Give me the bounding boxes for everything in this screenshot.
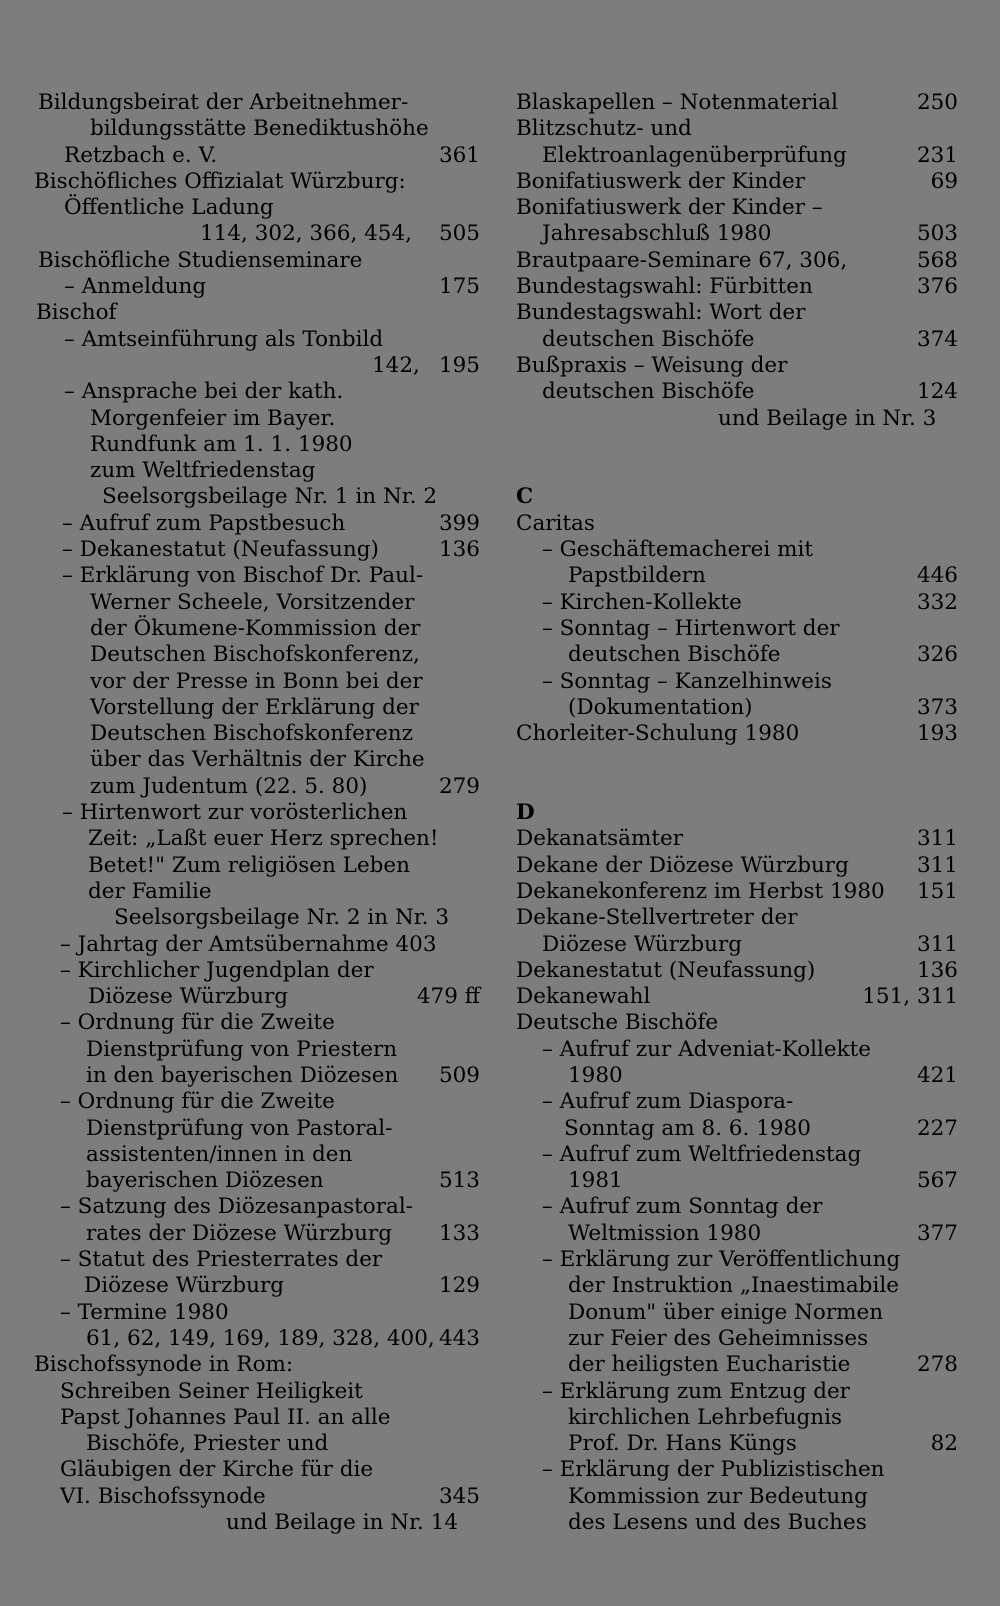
entry-page-number: 479 ff [416,984,480,1010]
entry-text: – Aufruf zum Weltfriedenstag [542,1141,862,1167]
entry-page-number: 136 [916,957,958,983]
entry-text: kirchlichen Lehrbefugnis [568,1404,843,1430]
entry-text: Bischöfe, Priester und [86,1431,329,1457]
index-entry [516,932,958,958]
index-entry [516,879,958,905]
index-entry [34,747,480,773]
index-entry [34,327,480,353]
entry-text: Deutschen Bischofskonferenz [90,721,413,747]
entry-text: assistenten/innen in den [86,1141,353,1167]
entry-text: VI. Bischofssynode [60,1483,266,1509]
index-entry [516,1221,958,1247]
index-entry [34,274,480,300]
index-entry [516,642,958,668]
index-entry [34,1037,480,1063]
index-entry [34,248,480,274]
entry-text: – Erklärung zur Veröffentlichung [542,1247,901,1273]
entry-text: Dekanatsämter [516,826,683,852]
entry-text: Bußpraxis – Weisung der [516,352,788,378]
entry-page-number: 377 [916,1220,958,1246]
index-entry [516,747,958,773]
entry-page-number: 513 [438,1168,480,1194]
index-entry [516,826,958,852]
entry-text: – Termine 1980 [60,1299,229,1325]
index-entry [34,1116,480,1142]
index-column-right [516,90,958,1536]
entry-text: Dekane-Stellvertreter der [516,905,798,931]
index-entry [516,1010,958,1036]
index-entry [34,300,480,326]
entry-text: 114, 302, 366, 454, [200,221,412,247]
entry-text: Retzbach e. V. [64,142,218,168]
entry-text: zur Feier des Geheimnisses [568,1325,869,1351]
entry-text: Bischof [36,300,117,326]
entry-text: Deutsche Bischöfe [516,1010,719,1036]
index-entry [516,143,958,169]
entry-text: des Lesens und des Buches [568,1510,867,1536]
entry-text: (Dokumentation) [568,694,753,720]
entry-text: – Erklärung der Publizistischen [542,1457,885,1483]
entry-text: 1980 [568,1062,623,1088]
entry-text: Dekanestatut (Neufassung) [516,957,816,983]
index-entry [516,379,958,405]
index-entry [516,327,958,353]
entry-text: Seelsorgsbeilage Nr. 2 in Nr. 3 [114,905,450,931]
index-entry [516,248,958,274]
entry-page-number: 311 [916,852,958,878]
entry-text: Donum" über einige Normen [568,1299,884,1325]
index-entry [34,1379,480,1405]
entry-page-number: 227 [916,1115,958,1141]
entry-text: Seelsorgsbeilage Nr. 1 in Nr. 2 [102,484,438,510]
index-entry [34,1010,480,1036]
entry-text: Diözese Würzburg [542,931,743,957]
entry-page-number: 193 [916,721,958,747]
index-entry [516,1037,958,1063]
entry-text: – Amtseinführung als Tonbild [64,326,384,352]
entry-page-number: 175 [438,274,480,300]
entry-text: Chorleiter-Schulung 1980 [516,721,800,747]
entry-text: der Ökumene-Kommission der [90,615,421,641]
entry-text: deutschen Bischöfe [542,326,755,352]
index-entry [34,616,480,642]
index-entry [34,1194,480,1220]
entry-text: – Anmeldung [64,274,207,300]
entry-page-number: 278 [916,1352,958,1378]
entry-text: der heiligsten Eucharistie [568,1352,851,1378]
index-entry [34,1063,480,1089]
index-entry [34,1326,480,1352]
entry-text: Bischöfliche Studienseminare [38,247,363,273]
entry-text: Bildungsbeirat der Arbeitnehmer- [38,90,409,115]
entry-text: bildungsstätte Benediktushöhe [90,116,429,142]
entry-text: – Kirchen-Kollekte [542,589,742,615]
entry-page-number: 421 [916,1062,958,1088]
index-entry [516,537,958,563]
index-entry [516,1089,958,1115]
entry-page-number: 136 [438,537,480,563]
entry-text: – Statut des Priesterrates der [60,1247,383,1273]
index-entry [516,116,958,142]
index-entry [34,1247,480,1273]
index-entry [34,800,480,826]
entry-text: – Kirchlicher Jugendplan der [60,957,374,983]
index-entry [516,274,958,300]
entry-text: Zeit: „Laßt euer Herz sprechen! [88,826,439,852]
entry-text: und Beilage in Nr. 3 [718,405,937,431]
entry-text: Diözese Würzburg [88,984,289,1010]
index-entry [516,1300,958,1326]
index-entry [516,1326,958,1352]
entry-text: Dienstprüfung von Pastoral- [86,1115,393,1141]
index-entry [34,853,480,879]
index-entry [34,1484,480,1510]
entry-text: – Ansprache bei der kath. [64,379,344,405]
index-entry [516,616,958,642]
entry-text: 1981 [568,1168,623,1194]
entry-page-number: 376 [916,274,958,300]
index-entry [34,1405,480,1431]
entry-text: Papst Johannes Paul II. an alle [60,1404,391,1430]
entry-text: Prof. Dr. Hans Küngs [568,1431,797,1457]
entry-page-number: 195 [438,352,480,378]
index-entry [34,984,480,1010]
entry-text: Dienstprüfung von Priestern [86,1036,398,1062]
index-entry [34,1352,480,1378]
entry-text: – Aufruf zum Sonntag der [542,1194,823,1220]
entry-text: 142, [372,352,420,378]
entry-text: Bundestagswahl: Wort der [516,300,806,326]
entry-text: – Jahrtag der Amtsübernahme 403 [60,931,437,957]
index-entry [34,905,480,931]
entry-text: Dekanewahl [516,984,651,1010]
index-entry [34,932,480,958]
entry-text: – Ordnung für die Zweite [60,1010,335,1036]
index-entry [516,1379,958,1405]
index-entry [34,143,480,169]
index-entry [34,1431,480,1457]
entry-text: der Familie [88,878,212,904]
index-entry [516,984,958,1010]
index-entry [34,1300,480,1326]
entry-page-number: 374 [916,326,958,352]
entry-text: – Aufruf zum Papstbesuch [62,510,346,536]
index-column-left [34,90,480,1536]
entry-text: – Satzung des Diözesanpastoral- [60,1194,413,1220]
index-entry [34,1089,480,1115]
index-entry [34,353,480,379]
entry-text: rates der Diözese Würzburg [86,1220,392,1246]
entry-page-number: 568 [916,247,958,273]
index-entry [516,1247,958,1273]
entry-text: und Beilage in Nr. 14 [226,1510,459,1536]
entry-text: zum Judentum (22. 5. 80) [90,773,368,799]
index-entry [516,800,958,826]
entry-page-number: 345 [438,1483,480,1509]
entry-text: Bonifatiuswerk der Kinder – [516,195,823,221]
entry-text: Brautpaare-Seminare 67, 306, [516,247,848,273]
index-entry [516,511,958,537]
entry-page-number: 446 [916,563,958,589]
index-entry [516,1273,958,1299]
entry-text: Morgenfeier im Bayer. [90,405,336,431]
entry-text: Vorstellung der Erklärung der [90,694,419,720]
index-entry [516,669,958,695]
index-entry [34,221,480,247]
index-entry [516,458,958,484]
index-entry [34,774,480,800]
index-entry [34,590,480,616]
entry-page-number: 231 [916,142,958,168]
entry-page-number: 82 [930,1431,958,1457]
index-entry [516,958,958,984]
index-entry [516,1352,958,1378]
entry-text: über das Verhältnis der Kirche [90,747,425,773]
index-entry [516,1405,958,1431]
index-entry [516,905,958,931]
index-entry [34,406,480,432]
index-entry [516,1168,958,1194]
entry-text: deutschen Bischöfe [568,642,781,668]
index-entry [516,1063,958,1089]
index-entry [516,432,958,458]
entry-page-number: 443 [438,1325,480,1351]
entry-page-number: 503 [916,221,958,247]
index-entry [34,879,480,905]
entry-text: – Sonntag – Hirtenwort der [542,615,840,641]
index-entry [516,169,958,195]
entry-page-number: 311 [916,826,958,852]
entry-text: Öffentliche Ladung [64,195,274,221]
entry-page-number: 373 [916,694,958,720]
index-entry [34,669,480,695]
index-entry [34,1273,480,1299]
entry-text: – Ordnung für die Zweite [60,1089,335,1115]
index-entry [516,1510,958,1536]
entry-page-number: 151, 311 [862,984,958,1010]
index-entry [516,353,958,379]
index-entry [34,90,480,116]
index-entry [516,1431,958,1457]
index-entry [516,1116,958,1142]
entry-page-number: 129 [438,1273,480,1299]
index-entry [34,563,480,589]
entry-text: vor der Presse in Bonn bei der [90,668,423,694]
entry-text: Sonntag am 8. 6. 1980 [564,1115,811,1141]
index-entry [34,484,480,510]
entry-text: – Erklärung von Bischof Dr. Paul- [62,563,424,589]
index-entry [34,695,480,721]
index-entry [516,563,958,589]
entry-text: Bonifatiuswerk der Kinder [516,168,806,194]
entry-text: deutschen Bischöfe [542,379,755,405]
entry-text: Kommission zur Bedeutung [568,1483,868,1509]
index-entry [34,958,480,984]
entry-text: Werner Scheele, Vorsitzender [90,589,415,615]
entry-text: Schreiben Seiner Heiligkeit [60,1378,363,1404]
index-entry [516,90,958,116]
index-entry [34,1142,480,1168]
entry-text: Jahresabschluß 1980 [542,221,772,247]
index-entry [34,195,480,221]
entry-text: – Aufruf zum Diaspora- [542,1089,794,1115]
index-entry [34,432,480,458]
index-entry [34,721,480,747]
index-entry [516,484,958,510]
entry-page-number: 151 [916,878,958,904]
entry-text: Dekane der Diözese Würzburg [516,852,849,878]
entry-page-number: 250 [916,90,958,115]
entry-page-number: 332 [916,589,958,615]
index-entry [516,774,958,800]
entry-text: Papstbildern [568,563,706,589]
entry-page-number: 311 [916,931,958,957]
entry-text: Bischöfliches Offizialat Würzburg: [34,168,406,194]
section-letter: C [516,484,534,510]
index-entry [516,590,958,616]
entry-text: Deutschen Bischofskonferenz, [90,642,420,668]
index-entry [516,221,958,247]
index-entry [34,1510,480,1536]
index-entry [34,169,480,195]
index-entry [516,695,958,721]
index-entry [516,721,958,747]
entry-text: – Geschäftemacherei mit [542,537,813,563]
entry-text: – Dekanestatut (Neufassung) [62,537,379,563]
entry-page-number: 124 [916,379,958,405]
entry-page-number: 133 [438,1220,480,1246]
entry-text: Elektroanlagenüberprüfung [542,142,847,168]
index-entry [34,379,480,405]
entry-page-number: 399 [438,510,480,536]
entry-text: Bischofssynode in Rom: [34,1352,294,1378]
entry-text: der Instruktion „Inaestimabile [568,1273,899,1299]
index-entry [516,1194,958,1220]
entry-text: Betet!" Zum religiösen Leben [88,852,411,878]
entry-text: in den bayerischen Diözesen [86,1062,399,1088]
entry-page-number: 361 [438,142,480,168]
index-entry [516,300,958,326]
index-entry [34,1168,480,1194]
entry-text: – Aufruf zur Adveniat-Kollekte [542,1036,872,1062]
entry-text: Blaskapellen – Notenmaterial [516,90,838,115]
entry-text: 61, 62, 149, 169, 189, 328, 400, [86,1325,435,1351]
entry-text: Rundfunk am 1. 1. 1980 [90,431,353,457]
entry-text: Gläubigen der Kirche für die [60,1457,374,1483]
index-entry [516,195,958,221]
index-entry [34,1221,480,1247]
entry-text: – Hirtenwort zur vorösterlichen [62,800,408,826]
entry-text: – Erklärung zum Entzug der [542,1378,850,1404]
entry-text: Bundestagswahl: Fürbitten [516,274,813,300]
index-entry [34,458,480,484]
entry-text: Dekanekonferenz im Herbst 1980 [516,878,885,904]
index-entry [34,642,480,668]
index-entry [516,1484,958,1510]
entry-text: Caritas [516,510,595,536]
entry-page-number: 505 [438,221,480,247]
section-letter: D [516,800,535,826]
index-entry [516,853,958,879]
entry-page-number: 509 [438,1062,480,1088]
entry-text: Weltmission 1980 [568,1220,762,1246]
index-entry [516,1457,958,1483]
index-entry [516,406,958,432]
entry-text: – Sonntag – Kanzelhinweis [542,668,832,694]
entry-text: Blitzschutz- und [516,116,692,142]
entry-text: zum Weltfriedenstag [90,458,316,484]
entry-page-number: 69 [930,168,958,194]
entry-page-number: 326 [916,642,958,668]
entry-page-number: 567 [916,1168,958,1194]
index-entry [34,511,480,537]
index-entry [34,826,480,852]
index-entry [34,537,480,563]
index-entry [34,1457,480,1483]
entry-text: Diözese Würzburg [84,1273,285,1299]
entry-page-number: 279 [438,773,480,799]
index-entry [34,116,480,142]
index-entry [516,1142,958,1168]
entry-text: bayerischen Diözesen [86,1168,324,1194]
